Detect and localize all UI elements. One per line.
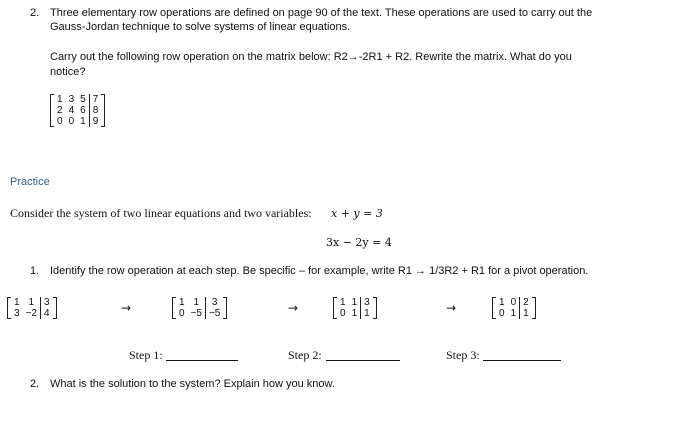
matrix-row bbox=[176, 297, 223, 308]
matrix-cell: 0 bbox=[57, 116, 63, 127]
matrix-cell: −2 bbox=[25, 308, 37, 319]
task-text: Identify the row operation at each step. Be specific – for example, write R1 → 1/3R2 + R1 for a pivot operation. bbox=[50, 265, 589, 277]
step-matrix-0 bbox=[7, 297, 57, 319]
matrix-row bbox=[11, 308, 53, 319]
matrix-cell: 5 bbox=[80, 94, 86, 105]
step-2-label: Step 2: bbox=[288, 348, 322, 362]
arrow-right-icon: → bbox=[446, 301, 457, 315]
matrix-cell: 1 bbox=[340, 297, 346, 308]
system-intro: Consider the system of two linear equations and two variables: bbox=[10, 206, 312, 220]
instruction-line2: notice? bbox=[50, 66, 86, 78]
equation-2: 3x − 2y = 4 bbox=[326, 236, 392, 249]
step-matrix-2 bbox=[333, 297, 377, 319]
matrix-cell: 8 bbox=[89, 105, 101, 116]
matrix-row bbox=[176, 308, 223, 319]
step-3-label: Step 3: bbox=[446, 348, 480, 362]
practice-heading: Practice bbox=[10, 176, 50, 188]
matrix-cell: 4 bbox=[40, 308, 52, 319]
arrow-right-icon: → bbox=[288, 301, 299, 315]
step-1-blank[interactable] bbox=[166, 360, 238, 361]
matrix-cell: 4 bbox=[68, 105, 75, 116]
matrix-cell: 1 bbox=[361, 308, 373, 319]
matrix-cell: 9 bbox=[89, 116, 101, 127]
matrix-cell: 1 bbox=[351, 308, 358, 319]
matrix-cell: 1 bbox=[80, 116, 86, 127]
matrix-cell: 3 bbox=[68, 94, 75, 105]
matrix-cell: 2 bbox=[520, 297, 532, 308]
matrix-cell: 1 bbox=[28, 297, 35, 308]
question-number: 2. bbox=[30, 7, 40, 19]
matrix-cell: −5 bbox=[190, 308, 202, 319]
matrix-cell: 6 bbox=[80, 105, 86, 116]
matrix-cell: 2 bbox=[57, 105, 63, 116]
matrix-cell: 3 bbox=[205, 297, 223, 308]
matrix-cell: −5 bbox=[205, 308, 223, 319]
matrix-row bbox=[496, 297, 532, 308]
step-matrix-1 bbox=[172, 297, 227, 319]
matrix-cell: 1 bbox=[57, 94, 63, 105]
step-matrix-3 bbox=[492, 297, 536, 319]
matrix-row bbox=[337, 297, 373, 308]
matrix-cell: 0 bbox=[68, 116, 75, 127]
question-text-line2: Gauss-Jordan technique to solve systems of linear equations. bbox=[50, 21, 351, 33]
matrix-cell: 1 bbox=[351, 297, 358, 308]
question-text-line1: Three elementary row operations are defined on page 90 of the text. These operations are used to carry out the bbox=[50, 7, 593, 19]
matrix-cell: 1 bbox=[179, 297, 185, 308]
task-number: 2. bbox=[30, 378, 40, 390]
matrix-cell: 7 bbox=[89, 94, 101, 105]
matrix-row bbox=[337, 308, 373, 319]
instruction-line1: Carry out the following row operation on the matrix below: R2→-2R1 + R2. Rewrite the matrix. What do you bbox=[50, 51, 572, 63]
arrow-right-icon: → bbox=[121, 301, 132, 315]
matrix-row bbox=[54, 116, 101, 127]
equation-1: x + y = 3 bbox=[331, 207, 383, 220]
matrix-cell: 0 bbox=[510, 297, 517, 308]
matrix-cell: 1 bbox=[499, 297, 505, 308]
task-number: 1. bbox=[30, 265, 40, 277]
task-text: What is the solution to the system? Explain how you know. bbox=[50, 378, 335, 390]
step-2-blank[interactable] bbox=[326, 360, 400, 361]
matrix-cell: 0 bbox=[340, 308, 346, 319]
matrix-cell: 1 bbox=[193, 297, 200, 308]
matrix-cell: 3 bbox=[40, 297, 52, 308]
matrix-cell: 0 bbox=[499, 308, 505, 319]
matrix-cell: 1 bbox=[520, 308, 532, 319]
matrix-cell: 0 bbox=[179, 308, 185, 319]
matrix-cell: 1 bbox=[14, 297, 20, 308]
matrix-cell: 3 bbox=[14, 308, 20, 319]
augmented-matrix-3x4 bbox=[50, 94, 105, 127]
step-1-label: Step 1: bbox=[129, 348, 163, 362]
matrix-row bbox=[54, 105, 101, 116]
matrix-row bbox=[11, 297, 53, 308]
matrix-row bbox=[54, 94, 101, 105]
matrix-cell: 3 bbox=[361, 297, 373, 308]
step-3-blank[interactable] bbox=[483, 360, 561, 361]
matrix-cell: 1 bbox=[510, 308, 517, 319]
matrix-row bbox=[496, 308, 532, 319]
